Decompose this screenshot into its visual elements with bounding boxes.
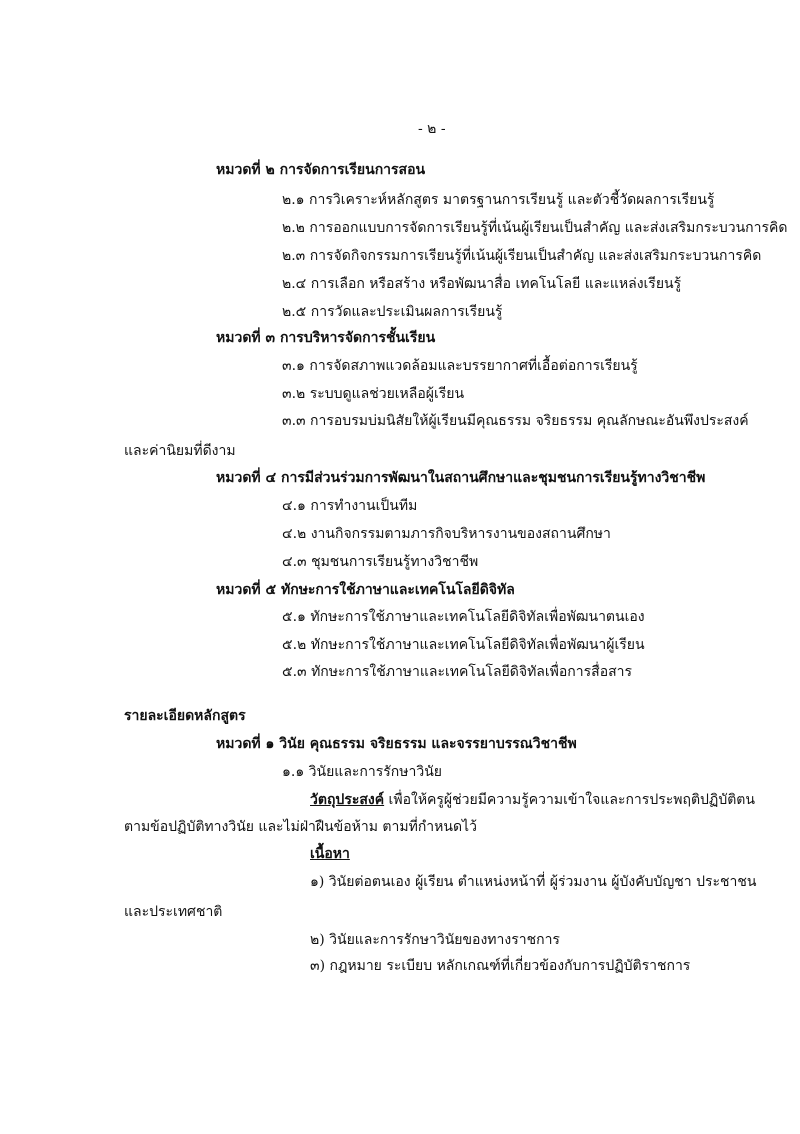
details-section1-heading: หมวดที่ ๑ วินัย คุณธรรม จริยธรรม และจรรยาบรรณวิชาชีพ [216,736,577,752]
objective-text: เพื่อให้ครูผู้ช่วยมีความรู้ความเข้าใจและการประพฤติปฏิบัติตน [384,792,755,808]
objective-cont: ตามข้อปฏิบัติทางวินัย และไม่ฝ่าฝืนข้อห้าม ตามที่กำหนดไว้ [124,819,477,835]
section3-item-1: ๓.๑ การจัดสภาพแวดล้อมและบรรยากาศที่เอื้อต่อการเรียนรู้ [282,358,638,374]
section5-item-3: ๕.๓ ทักษะการใช้ภาษาและเทคโนโลยีดิจิทัลเพื่อการสื่อสาร [282,664,633,680]
content-label: เนื้อหา [310,846,350,862]
details-sub-1-1: ๑.๑ วินัยและการรักษาวินัย [282,764,443,780]
section5-item-2: ๕.๒ ทักษะการใช้ภาษาและเทคโนโลยีดิจิทัลเพื่อพัฒนาผู้เรียน [282,637,645,653]
section5-heading: หมวดที่ ๕ ทักษะการใช้ภาษาและเทคโนโลยีดิจิทัล [216,582,515,598]
section5-item-1: ๕.๑ ทักษะการใช้ภาษาและเทคโนโลยีดิจิทัลเพื่อพัฒนาตนเอง [282,609,645,625]
section3-item-2: ๓.๒ ระบบดูแลช่วยเหลือผู้เรียน [282,386,465,402]
content-item-1-cont: และประเทศชาติ [124,904,223,920]
section2-item-1: ๒.๑ การวิเคราะห์หลักสูตร มาตรฐานการเรียนรู้ และตัวชี้วัดผลการเรียนรู้ [282,192,715,208]
section2-item-2: ๒.๒ การออกแบบการจัดการเรียนรู้ที่เน้นผู้เรียนเป็นสำคัญ และส่งเสริมกระบวนการคิด [282,220,788,236]
content-item-3: ๓) กฎหมาย ระเบียบ หลักเกณฑ์ที่เกี่ยวข้องกับการปฏิบัติราชการ [310,958,691,974]
section2-heading: หมวดที่ ๒ การจัดการเรียนการสอน [216,162,426,178]
section4-item-2: ๔.๒ งานกิจกรรมตามภารกิจบริหารงานของสถานศึกษา [282,526,611,542]
section2-item-3: ๒.๓ การจัดกิจกรรมการเรียนรู้ที่เน้นผู้เรียนเป็นสำคัญ และส่งเสริมกระบวนการคิด [282,248,762,264]
section3-item-3-cont: และค่านิยมที่ดีงาม [124,443,236,459]
section2-item-5: ๒.๕ การวัดและประเมินผลการเรียนรู้ [282,304,503,320]
section4-heading: หมวดที่ ๔ การมีส่วนร่วมการพัฒนาในสถานศึกษาและชุมชนการเรียนรู้ทางวิชาชีพ [216,470,706,486]
section4-item-1: ๔.๑ การทำงานเป็นทีม [282,498,418,514]
details-title: รายละเอียดหลักสูตร [124,708,246,724]
page-number: - ๒ - [418,121,446,137]
content-item-1: ๑) วินัยต่อตนเอง ผู้เรียน ตำแหน่งหน้าที่ ผู้ร่วมงาน ผู้บังคับบัญชา ประชาชน [310,874,757,890]
section2-item-4: ๒.๔ การเลือก หรือสร้าง หรือพัฒนาสื่อ เทคโนโลยี และแหล่งเรียนรู้ [282,276,682,292]
section4-item-3: ๔.๓ ชุมชนการเรียนรู้ทางวิชาชีพ [282,554,479,570]
section3-heading: หมวดที่ ๓ การบริหารจัดการชั้นเรียน [216,330,436,346]
section3-item-3: ๓.๓ การอบรมบ่มนิสัยให้ผู้เรียนมีคุณธรรม จริยธรรม คุณลักษณะอันพึงประสงค์ [282,413,749,429]
objective-label: วัตถุประสงค์ [310,792,385,808]
objective-line [310,790,755,810]
content-item-2: ๒) วินัยและการรักษาวินัยของทางราชการ [310,932,560,948]
